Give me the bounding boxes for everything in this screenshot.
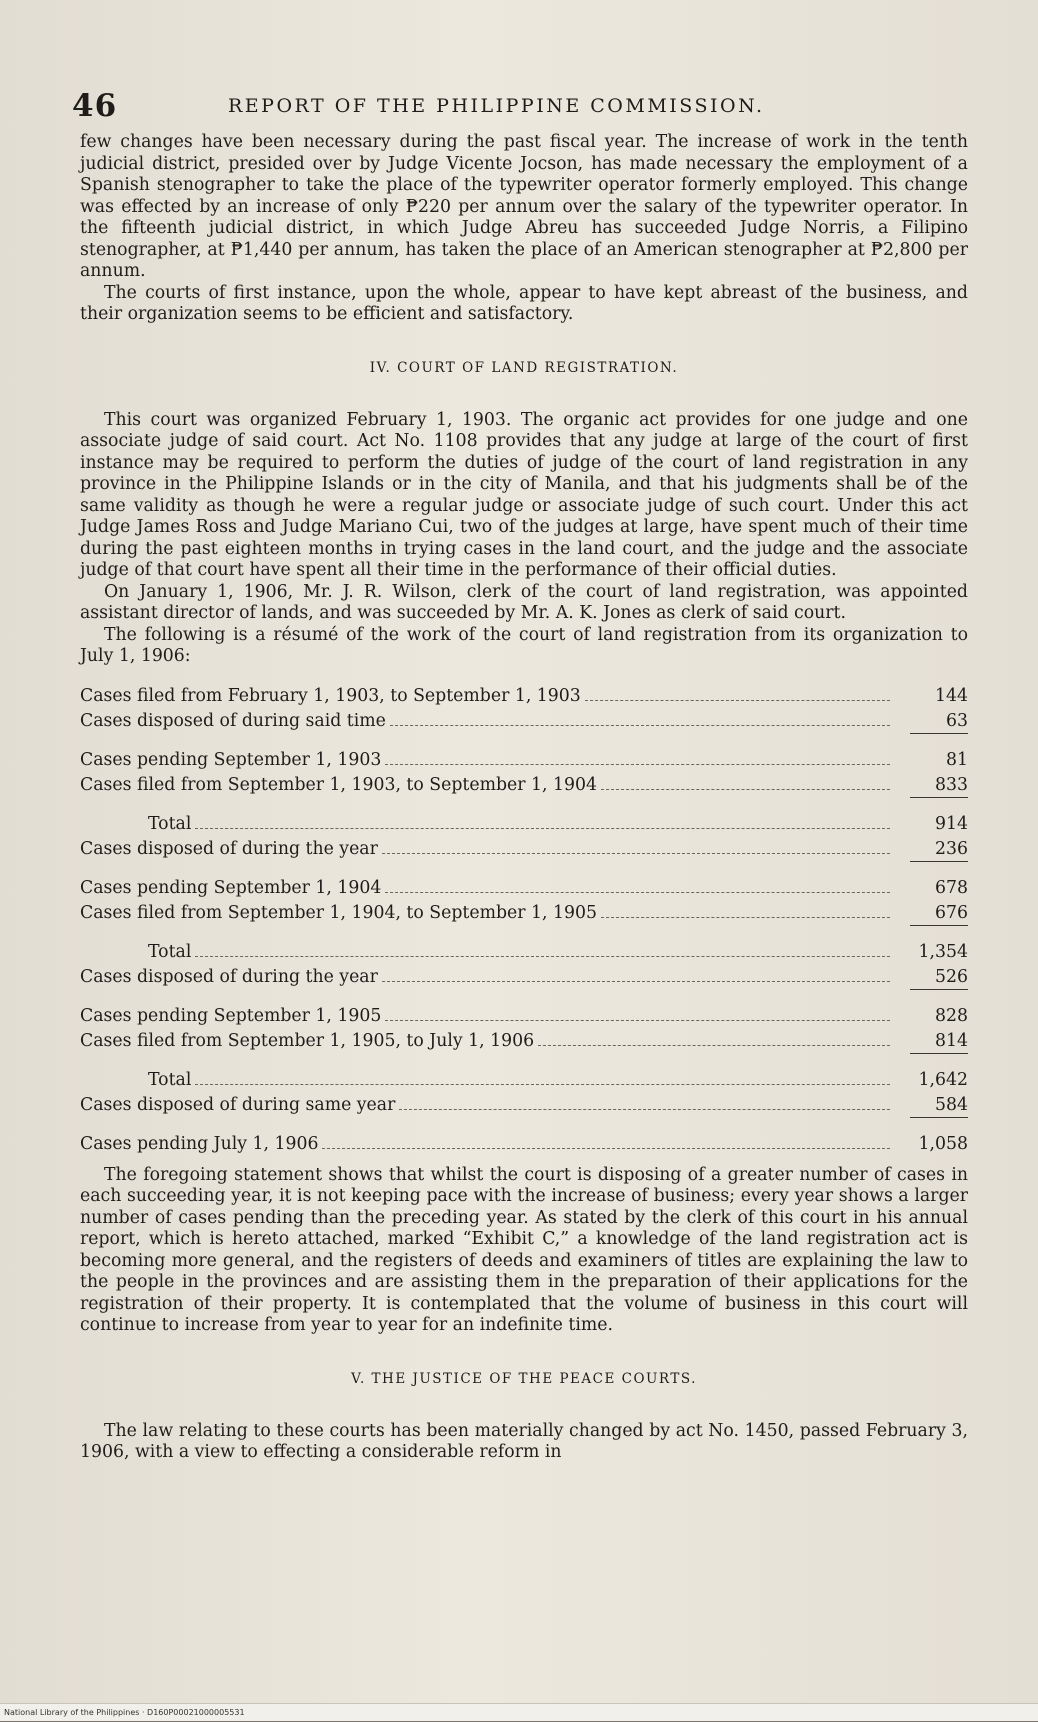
leader-dots bbox=[195, 956, 890, 957]
paragraph-court-organization: This court was organized February 1, 1903. The organic act provides for one judge and one associate judge of said court. Act No. 1108 provides that any judge at large of the court of first instance may be required to perform the duties of judge of the court of land registration in any province in the Philippine Islands or in the city of Manila, and that his judgments shall be of the same validity as though he were a regular judge or associate judge of such court. Under this act Judge James Ross and Judge Mariano Cui, two of the judges at large, have spent much of their time during the past eighteen months in trying cases in the land court, and the judge and the associate judge of that court have spent all their time in the performance of their official duties. bbox=[80, 409, 968, 580]
row-label: Cases disposed of during the year bbox=[80, 966, 378, 987]
paragraph-justice-law: The law relating to these courts has been materially changed by act No. 1450, passed February 3, 1906, with a view to effecting a considerable reform in bbox=[80, 1420, 968, 1462]
page-number: 46 bbox=[72, 88, 118, 124]
table-group bbox=[80, 1002, 968, 1056]
leader-dots bbox=[390, 725, 890, 726]
row-label-total: Total bbox=[148, 941, 192, 962]
row-value: 63 bbox=[946, 710, 968, 731]
table-group bbox=[80, 1130, 968, 1155]
row-value: 584 bbox=[935, 1094, 968, 1115]
sum-rule bbox=[80, 1116, 968, 1120]
row-label: Cases disposed of during same year bbox=[80, 1094, 396, 1115]
row-label-total: Total bbox=[148, 1069, 192, 1090]
page-header bbox=[72, 88, 968, 132]
sum-rule bbox=[80, 796, 968, 800]
table-row bbox=[80, 810, 968, 835]
sum-rule bbox=[80, 924, 968, 928]
leader-dots bbox=[195, 1084, 890, 1085]
leader-dots bbox=[601, 917, 890, 918]
table-group bbox=[80, 746, 968, 800]
table-group bbox=[80, 810, 968, 864]
sum-rule bbox=[80, 732, 968, 736]
leader-dots bbox=[601, 789, 890, 790]
leader-dots bbox=[385, 764, 890, 765]
row-value: 1,642 bbox=[918, 1069, 968, 1090]
leader-dots bbox=[538, 1045, 890, 1046]
row-value: 526 bbox=[935, 966, 968, 987]
paragraph-continuation: few changes have been necessary during the past fiscal year. The increase of work in the tenth judicial district, presided over by Judge Vicente Jocson, has made necessary the employment of a Spanish stenographer to take the place of the typewriter operator formerly employed. This change was effected by an increase of only ₱220 per annum over the salary of the typewriter operator. In the fifteenth judicial district, in which Judge Abreu has succeeded Judge Norris, a Filipino stenographer, at ₱1,440 per annum, has taken the place of an American stenographer at ₱2,800 per annum. bbox=[80, 132, 968, 281]
row-label: Cases pending July 1, 1906 bbox=[80, 1133, 319, 1154]
sum-rule bbox=[80, 988, 968, 992]
table-row bbox=[80, 835, 968, 860]
table-row bbox=[80, 938, 968, 963]
paragraph-courts-summary: The courts of first instance, upon the whole, appear to have kept abreast of the business, and their organization seems to be efficient and satisfactory. bbox=[80, 282, 968, 324]
row-label: Cases filed from September 1, 1905, to July 1, 1906 bbox=[80, 1030, 535, 1051]
leader-dots bbox=[322, 1148, 890, 1149]
row-value: 1,058 bbox=[918, 1133, 968, 1154]
leader-dots bbox=[399, 1109, 890, 1110]
table-row bbox=[80, 1091, 968, 1116]
sum-rule bbox=[80, 1052, 968, 1056]
sum-rule bbox=[80, 860, 968, 864]
table-group bbox=[80, 938, 968, 992]
row-label: Cases disposed of during said time bbox=[80, 710, 386, 731]
paragraph-resume-intro: The following is a résumé of the work of the court of land registration from its organization to July 1, 1906: bbox=[80, 624, 968, 666]
table-row bbox=[80, 1066, 968, 1091]
row-label: Cases filed from September 1, 1904, to September 1, 1905 bbox=[80, 902, 597, 923]
table-row bbox=[80, 963, 968, 988]
section-heading-land-registration: IV. COURT OF LAND REGISTRATION. bbox=[369, 359, 679, 376]
table-row bbox=[80, 746, 968, 771]
table-row bbox=[80, 899, 968, 924]
table-row bbox=[80, 1002, 968, 1027]
table-row bbox=[80, 1027, 968, 1052]
row-value: 914 bbox=[935, 813, 968, 834]
table-row bbox=[80, 707, 968, 732]
row-value: 1,354 bbox=[918, 941, 968, 962]
leader-dots bbox=[385, 892, 890, 893]
row-value: 828 bbox=[935, 1005, 968, 1026]
row-label: Cases filed from September 1, 1903, to September 1, 1904 bbox=[80, 774, 597, 795]
row-label: Cases pending September 1, 1904 bbox=[80, 877, 382, 898]
table-row bbox=[80, 771, 968, 796]
paragraph-foregoing-statement: The foregoing statement shows that whilst the court is disposing of a greater number of cases in each succeeding year, it is not keeping pace with the increase of business; every year shows a larger number of cases pending than the preceding year. As stated by the clerk of this court in his annual report, which is hereto attached, marked “Exhibit C,” a knowledge of the land registration act is becoming more general, and the registers of deeds and examiners of titles are explaining the law to the people in the provinces and are assisting them in the preparation of their applications for the registration of their property. It is contemplated that the volume of business in this court will continue to increase from year to year for an indefinite time. bbox=[80, 1164, 968, 1335]
leader-dots bbox=[385, 1020, 890, 1021]
running-title: REPORT OF THE PHILIPPINE COMMISSION. bbox=[228, 95, 765, 117]
leader-dots bbox=[382, 853, 890, 854]
table-group bbox=[80, 874, 968, 928]
row-label-total: Total bbox=[148, 813, 192, 834]
row-value: 676 bbox=[935, 902, 968, 923]
statistics-table bbox=[80, 682, 968, 1155]
table-row bbox=[80, 874, 968, 899]
table-group bbox=[80, 682, 968, 736]
row-label: Cases disposed of during the year bbox=[80, 838, 378, 859]
leader-dots bbox=[585, 700, 890, 701]
row-label: Cases pending September 1, 1903 bbox=[80, 749, 382, 770]
row-value: 814 bbox=[935, 1030, 968, 1051]
row-value: 236 bbox=[935, 838, 968, 859]
row-label: Cases filed from February 1, 1903, to September 1, 1903 bbox=[80, 685, 581, 706]
section-heading-justice-of-peace: V. THE JUSTICE OF THE PEACE COURTS. bbox=[351, 1370, 697, 1387]
leader-dots bbox=[195, 828, 890, 829]
table-row bbox=[80, 1130, 968, 1155]
row-value: 833 bbox=[935, 774, 968, 795]
row-value: 81 bbox=[946, 749, 968, 770]
row-label: Cases pending September 1, 1905 bbox=[80, 1005, 382, 1026]
table-group bbox=[80, 1066, 968, 1120]
paragraph-clerk-change: On January 1, 1906, Mr. J. R. Wilson, clerk of the court of land registration, was appointed assistant director of lands, and was succeeded by Mr. A. K. Jones as clerk of said court. bbox=[80, 581, 968, 623]
scan-footer: National Library of the Philippines · D160P00021000005531 bbox=[0, 1703, 1038, 1721]
row-value: 144 bbox=[935, 685, 968, 706]
row-value: 678 bbox=[935, 877, 968, 898]
leader-dots bbox=[382, 981, 890, 982]
table-row bbox=[80, 682, 968, 707]
